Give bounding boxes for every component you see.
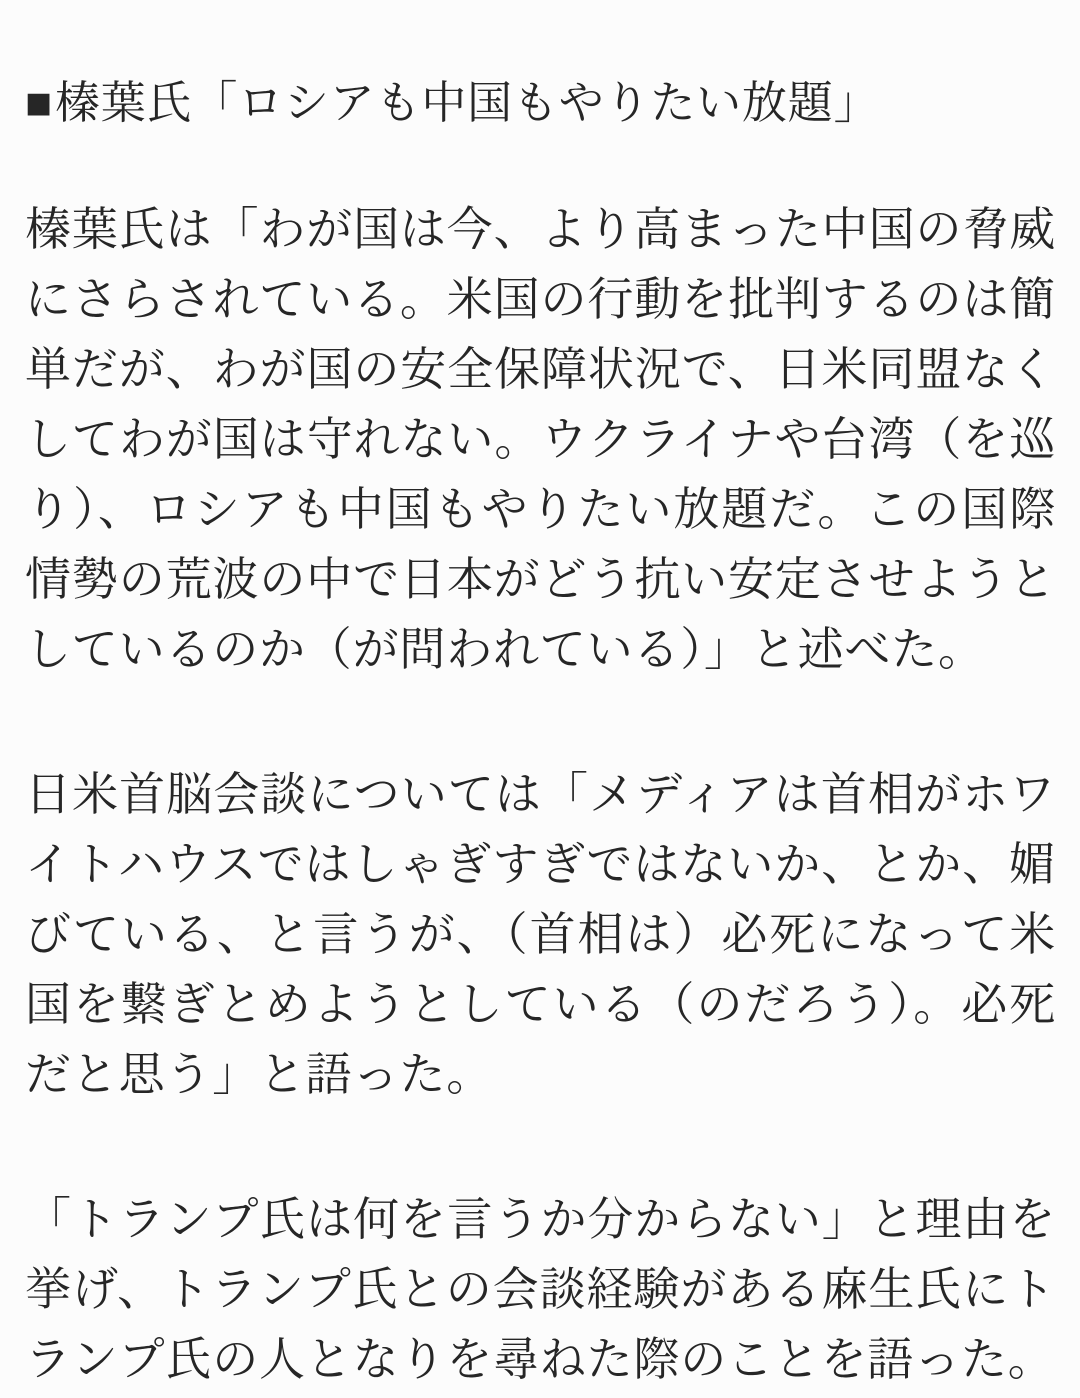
square-bullet-icon: ■ — [25, 77, 53, 128]
section-heading-text: 榛葉氏「ロシアも中国もやりたい放題」 — [54, 77, 880, 128]
article-paragraph: 「トランプ氏は何を言うか分からない」と理由を挙げ、トランプ氏との会談経験がある麻生氏にトランプ氏の人となりを尋ねた際のことを語った。 — [25, 1193, 1056, 1385]
section-heading — [25, 68, 1056, 138]
article-paragraph: 日米首脳会談については「メディアは首相がホワイトハウスではしゃぎすぎではないか、とか、媚びている、と言うが、（首相は）必死になって米国を繋ぎとめようとしている（のだろう）。必死だと思う」と語った。 — [25, 768, 1056, 1100]
article-paragraph: 榛葉氏は「わが国は今、より高まった中国の脅威にさらされている。米国の行動を批判するのは簡単だが、わが国の安全保障状況で、日米同盟なくしてわが国は守れない。ウクライナや台湾（を巡り）、ロシアも中国もやりたい放題だ。この国際情勢の荒波の中で日本がどう抗い安定させようとしているのか（が問われている）」と述べた。 — [25, 203, 1056, 675]
